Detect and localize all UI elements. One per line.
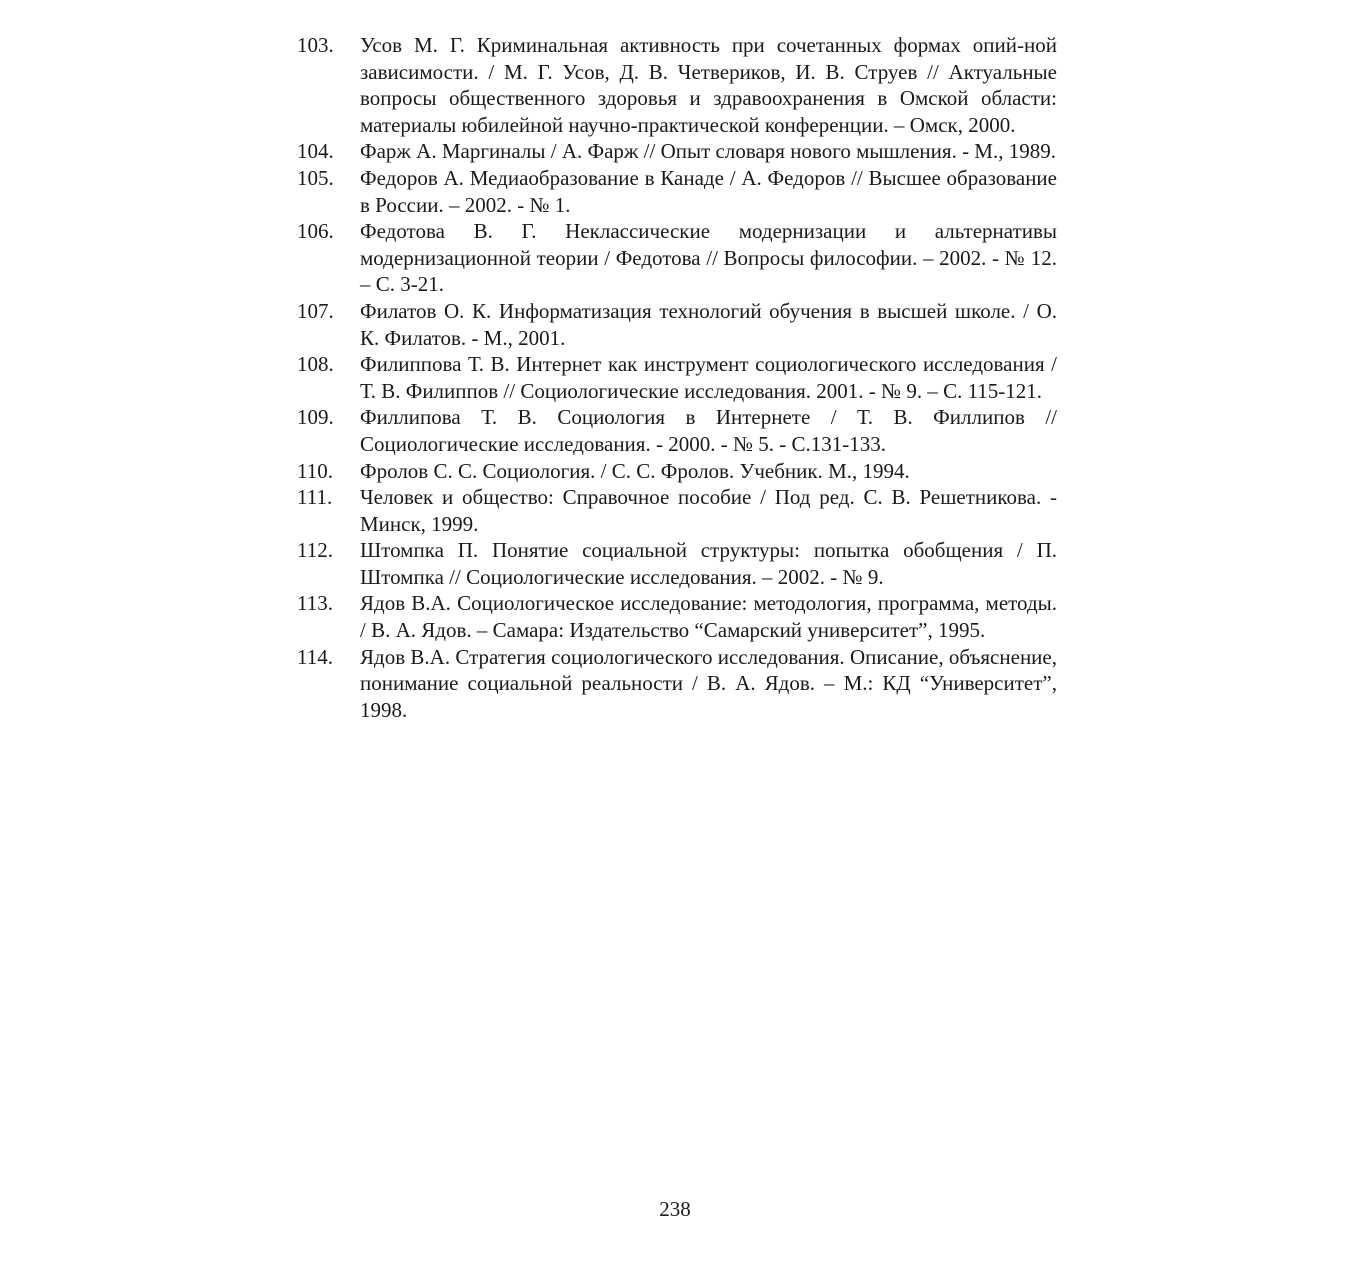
reference-text: Филатов О. К. Информатизация технологий обучения в высшей школе. / О. К. Филатов. - М., 2001. xyxy=(360,298,1057,350)
reference-entry xyxy=(297,484,1057,537)
reference-text: Штомпка П. Понятие социальной структуры: попытка обобщения / П. Штомпка // Социологические исследования. – 2002. - № 9. xyxy=(360,538,1057,589)
reference-number: 114. xyxy=(297,644,333,669)
reference-text: Ядов В.А. Стратегия социологического исследования. Описание, объяснение, понимание социальной реальности / В. А. Ядов. – М.: КД “Университет”, 1998. xyxy=(360,644,1057,722)
reference-entry xyxy=(297,644,1057,724)
reference-text: Филиппова Т. В. Интернет как инструмент социологического исследования / Т. В. Филиппов // Социологические исследования. 2001. - № 9. – С. 115-121. xyxy=(360,352,1057,403)
page-number: 238 xyxy=(659,1197,691,1221)
reference-number: 105. xyxy=(297,165,334,190)
bibliography-list xyxy=(297,32,1057,723)
reference-text: Усов М. Г. Криминальная активность при сочетанных формах опий-ной зависимости. / М. Г. Усов, Д. В. Четвериков, И. В. Струев // Актуальные вопросы общественного здоровья и здравоохранения в Омской области: материалы юбилейной научно-практической конференции. – Омск, 2000. xyxy=(360,33,1057,137)
reference-number: 113. xyxy=(297,591,333,616)
reference-text: Человек и общество: Справочное пособие / Под ред. С. В. Решетникова. - Минск, 1999. xyxy=(360,485,1057,536)
reference-entry xyxy=(297,218,1057,298)
reference-entry xyxy=(297,458,1057,485)
reference-entry xyxy=(297,537,1057,590)
reference-entry xyxy=(297,351,1057,404)
reference-text: Филлипова Т. В. Социология в Интернете / Т. В. Филлипов // Социологические исследования. - 2000. - № 5. - С.131-133. xyxy=(360,405,1057,456)
reference-entry xyxy=(297,404,1057,457)
reference-text: Фролов С. С. Социология. / С. С. Фролов. Учебник. М., 1994. xyxy=(360,458,910,483)
reference-number: 112. xyxy=(297,538,333,563)
reference-number: 109. xyxy=(297,405,334,430)
reference-number: 111. xyxy=(297,485,333,510)
reference-entry xyxy=(297,138,1057,165)
reference-entry xyxy=(297,165,1057,218)
reference-text: Федотова В. Г. Неклассические модернизации и альтернативы модернизационной теории / Федотова // Вопросы философии. – 2002. - № 12. – С. 3-21. xyxy=(360,219,1057,297)
reference-number: 107. xyxy=(297,298,334,323)
reference-entry xyxy=(297,32,1057,138)
reference-number: 104. xyxy=(297,139,334,164)
reference-text: Федоров А. Медиаобразование в Канаде / А. Федоров // Высшее образование в России. – 2002. - № 1. xyxy=(360,165,1057,217)
reference-number: 103. xyxy=(297,33,334,57)
reference-number: 106. xyxy=(297,219,334,244)
reference-number: 110. xyxy=(297,458,333,483)
reference-entry xyxy=(297,298,1057,351)
reference-entry xyxy=(297,590,1057,643)
reference-text: Фарж А. Маргиналы / А. Фарж // Опыт словаря нового мышления. - М., 1989. xyxy=(360,139,1056,164)
reference-number: 108. xyxy=(297,352,334,377)
reference-text: Ядов В.А. Социологическое исследование: методология, программа, методы. / В. А. Ядов. – Самара: Издательство “Самарский университет”, 1995. xyxy=(360,591,1057,643)
